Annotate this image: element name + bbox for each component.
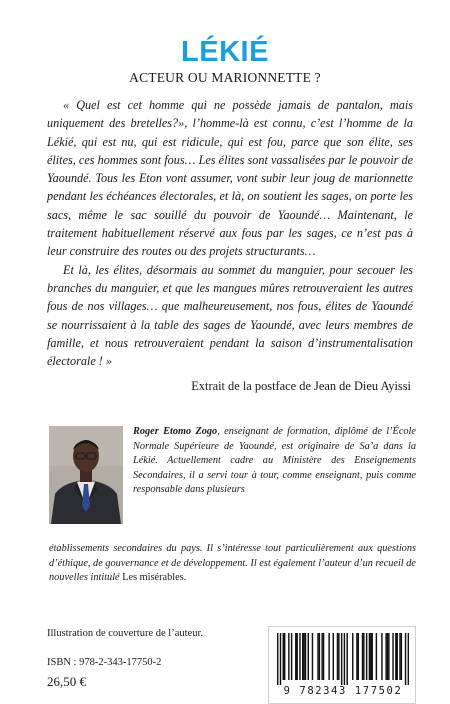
author-book-reference: Les misérables. bbox=[122, 572, 187, 583]
author-bio: Roger Etomo Zogo, enseignant de formation, diplômé de l’École Normale Supérieure de Yaoundé, est originaire de Sa’a dans la Lékié. Actuellement cadre au Ministère des Enseignements Secondaires, il a servi tour à tour, comme enseignant, puis comme responsable dans plusieurs bbox=[133, 426, 416, 495]
excerpt-block bbox=[47, 96, 413, 370]
barcode-bar bbox=[305, 633, 306, 680]
barcode-bar bbox=[408, 633, 409, 685]
barcode-bar bbox=[312, 633, 313, 680]
barcode-bar bbox=[369, 633, 370, 680]
book-title: LÉKIÉ bbox=[181, 36, 269, 68]
barcode-bar bbox=[319, 633, 320, 680]
barcode-bar bbox=[371, 633, 372, 680]
barcode bbox=[268, 626, 416, 704]
isbn: ISBN : 978-2-343-17750-2 bbox=[47, 657, 162, 668]
barcode-bar bbox=[284, 633, 285, 680]
barcode-bar bbox=[302, 633, 303, 680]
barcode-bar bbox=[401, 633, 402, 680]
author-name: Roger Etomo Zogo bbox=[133, 426, 218, 437]
barcode-bar bbox=[396, 633, 397, 680]
author-bio-continued bbox=[49, 542, 416, 586]
barcode-bar bbox=[280, 633, 281, 685]
excerpt-paragraph-2: Et là, les élites, désormais au sommet du manguier, pour secouer les branches du manguier, et que les mangues mûres retrouveraient les autres fous de nos villages… que malheureusement, nos fous, élites de Yaoundé se nourrissaient à la table des sages de Yaoundé, avec leurs membres de famille, et nous retrouveraient pendant la saison d’instrumentalisation électorale ! » bbox=[47, 262, 413, 369]
author-bio-text-continued: établissements secondaires du pays. Il s’intéresse tout particulièrement aux questions d’éthique, de gouvernance et de développement. Il est également l’auteur d’un recueil de nouvelles intitulé bbox=[49, 543, 416, 583]
price: 26,50 € bbox=[47, 674, 86, 689]
author-photo bbox=[49, 426, 123, 524]
barcode-bar bbox=[356, 633, 357, 680]
barcode-bar bbox=[358, 633, 359, 680]
barcode-bar bbox=[303, 633, 304, 680]
barcode-bar bbox=[388, 633, 389, 680]
barcode-bar bbox=[337, 633, 338, 680]
book-subtitle: ACTEUR OU MARIONNETTE ? bbox=[129, 70, 321, 85]
barcode-bar bbox=[346, 633, 347, 685]
barcode-bar bbox=[328, 633, 329, 680]
barcode-bar bbox=[277, 633, 278, 685]
barcode-bar bbox=[370, 633, 371, 680]
barcode-bars bbox=[277, 633, 409, 685]
barcode-bar bbox=[387, 633, 388, 680]
barcode-bar bbox=[288, 633, 289, 680]
barcode-bar bbox=[317, 633, 318, 680]
barcode-bar bbox=[283, 633, 284, 680]
barcode-bar bbox=[308, 633, 309, 680]
barcode-bar bbox=[352, 633, 353, 680]
barcode-bar bbox=[295, 633, 296, 680]
barcode-digits: 9 782343 177502 bbox=[283, 685, 403, 697]
author-bio-text: enseignant de formation, diplômé de l’École Normale Supérieure de Yaoundé, est originaire de Sa’a dans la Lékié. Actuellement cadre au Ministère des Enseignements Secondaires, il a servi tour à tour, comme enseignant, puis comme responsable dans plusieurs bbox=[133, 426, 416, 495]
barcode-bar bbox=[362, 633, 363, 680]
barcode-bar bbox=[381, 633, 382, 680]
illustration-credit: Illustration de couverture de l’auteur. bbox=[47, 628, 203, 639]
barcode-bar bbox=[291, 633, 292, 680]
barcode-bar bbox=[296, 633, 297, 680]
barcode-bar bbox=[299, 633, 300, 680]
barcode-bar bbox=[392, 633, 393, 680]
excerpt-source: Extrait de la postface de Jean de Dieu Ayissi bbox=[191, 379, 411, 393]
barcode-bar bbox=[344, 633, 345, 685]
barcode-bar bbox=[376, 633, 377, 680]
barcode-bar bbox=[366, 633, 367, 680]
barcode-bar bbox=[395, 633, 396, 680]
barcode-bar bbox=[333, 633, 334, 680]
barcode-bar bbox=[338, 633, 339, 680]
barcode-bar bbox=[399, 633, 400, 680]
barcode-bar bbox=[341, 633, 342, 685]
excerpt-paragraph-1: « Quel est cet homme qui ne possède jamais de pantalon, mais uniquement des bretelles?», l’homme-là est connu, c’est l’homme de la Lékié, qui est nu, qui est ridicule, qui est fou, parce que son élite, ses élites, ces hommes sont fous… Les élites sont vassalisées par le pouvoir de Yaoundé. Tous les Eton vont assumer, vont subir leur joug de marionnette pendant les échéances électorales, et là, on soutient les sages, on porte les sacs, même le sac souillé du pouvoir de Yaoundé… Maintenant, le traitement habituellement réservé aux fous par les sages, ce n’est pas à leur construire des routes ou des projets structurants… bbox=[47, 98, 413, 259]
barcode-bar bbox=[323, 633, 324, 680]
barcode-bar bbox=[405, 633, 406, 685]
barcode-bar bbox=[321, 633, 322, 680]
barcode-bar bbox=[385, 633, 386, 680]
barcode-bar bbox=[363, 633, 364, 680]
